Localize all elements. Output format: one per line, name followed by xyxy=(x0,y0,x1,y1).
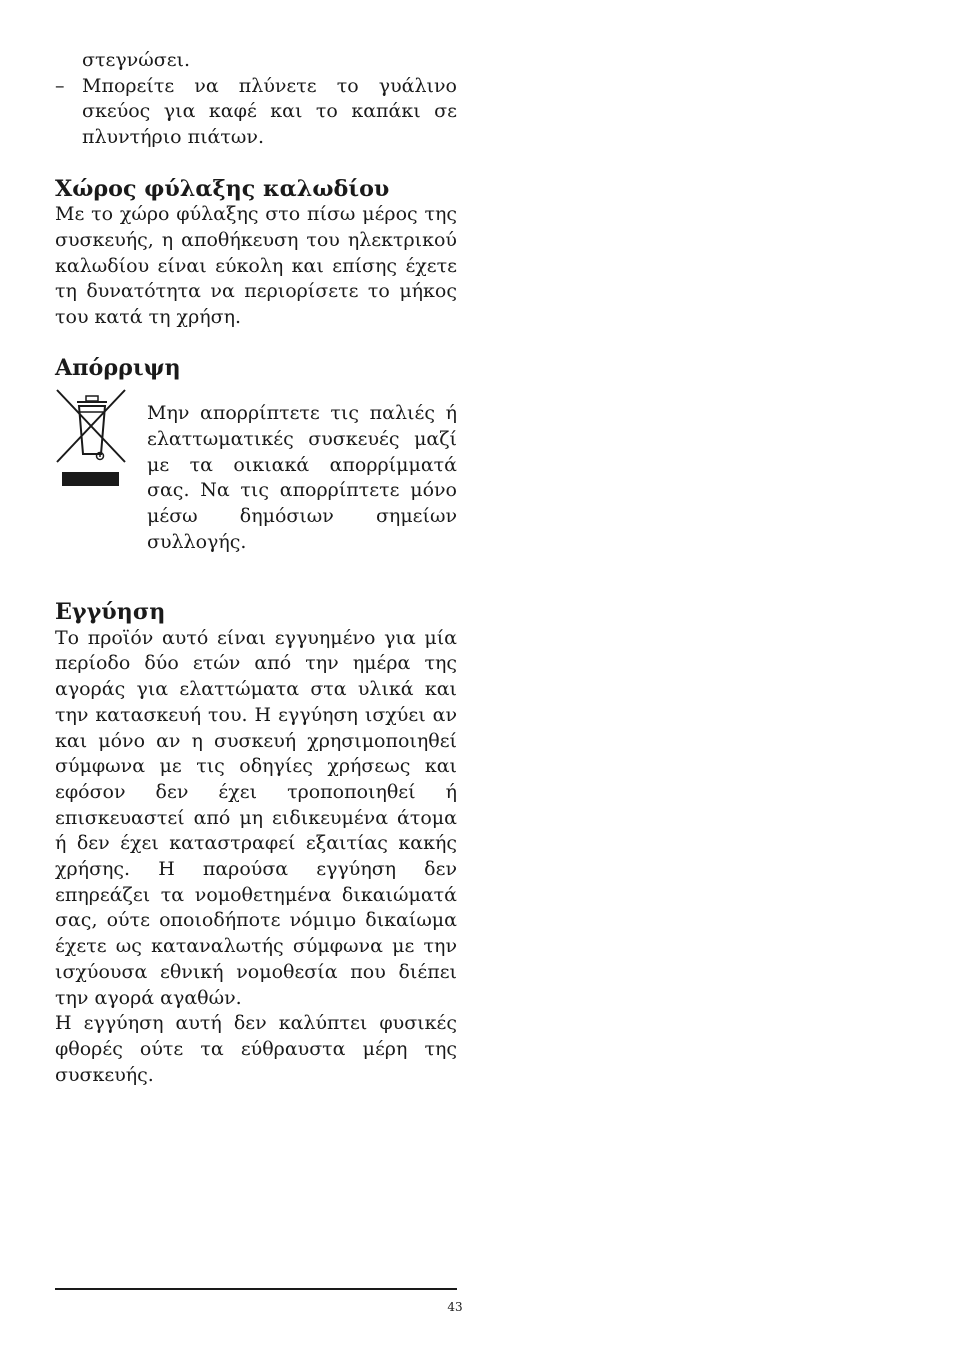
spacer xyxy=(55,574,457,600)
cord-storage-heading: Χώρος φύλαξης καλωδίου xyxy=(55,175,390,202)
bullet-dash: – xyxy=(55,74,65,97)
list-item xyxy=(55,74,457,151)
spacer xyxy=(55,331,457,357)
weee-bar xyxy=(62,472,119,486)
continuation-text: στεγνώσει. xyxy=(82,49,191,71)
warranty-body-paragraph-1: Το προϊόν αυτό είναι εγγυημένο για μία περίοδο δύο ετών από την ημέρα της αγοράς για ελαττώματα στα υλικά και την κατασκευή του. Η εγγύηση ισχύει αν και μόνο αν η συσκευή χρησιμοποιηθεί σύμφωνα με τις οδηγίες χρήσεως και εφόσον δεν έχει τροποποιηθεί ή επισκευαστεί από μη ειδικευμένα άτομα ή δεν έχει καταστραφεί εξαιτίας κακής χρήσης. Η παρούσα εγγύηση δεν επηρεάζει τα νομοθετημένα δικαιώματά σας, ούτε οποιοδήποτε νόμιμο δικαίωμα έχετε ως καταναλωτής σύμφωνα με την ισχύουσα εθνική νομοθεσία που διέπει την αγορά αγαθών. xyxy=(55,626,457,1009)
warranty-body-paragraph-2: Η εγγύηση αυτή δεν καλύπτει φυσικές φθορές ούτε τα εύθραυστα μέρη της συσκευής. xyxy=(55,1012,457,1086)
disposal-block xyxy=(55,382,457,574)
warranty-heading: Εγγύηση xyxy=(55,599,166,626)
disposal-body: Μην απορρίπτετε τις παλιές ή ελαττωματικές συσκευές μαζί με τα οικιακά απορρίμματά σας. Να τις απορρίπτετε μόνο μέσω δημόσιων σημείων συλλογής. xyxy=(147,402,457,553)
footer-rule xyxy=(55,1288,457,1290)
cord-storage-body: Με το χώρο φύλαξης στο πίσω μέρος της συσκευής, η αποθήκευση του ηλεκτρικού καλωδίου είναι εύκολη και επίσης έχετε τη δυνατότητα να περιορίσετε το μήκος του κατά τη χρήση. xyxy=(55,203,457,329)
page-number: 43 xyxy=(447,1300,463,1314)
spacer xyxy=(55,151,457,177)
bullet-text: Μπορείτε να πλύνετε το γυάλινο σκεύος για καφέ και το καπάκι σε πλυντήριο πιάτων. xyxy=(82,74,457,149)
crossed-out-wheelie-bin-icon xyxy=(55,382,147,494)
main-text-column xyxy=(55,48,457,1088)
disposal-heading: Απόρριψη xyxy=(55,355,181,382)
